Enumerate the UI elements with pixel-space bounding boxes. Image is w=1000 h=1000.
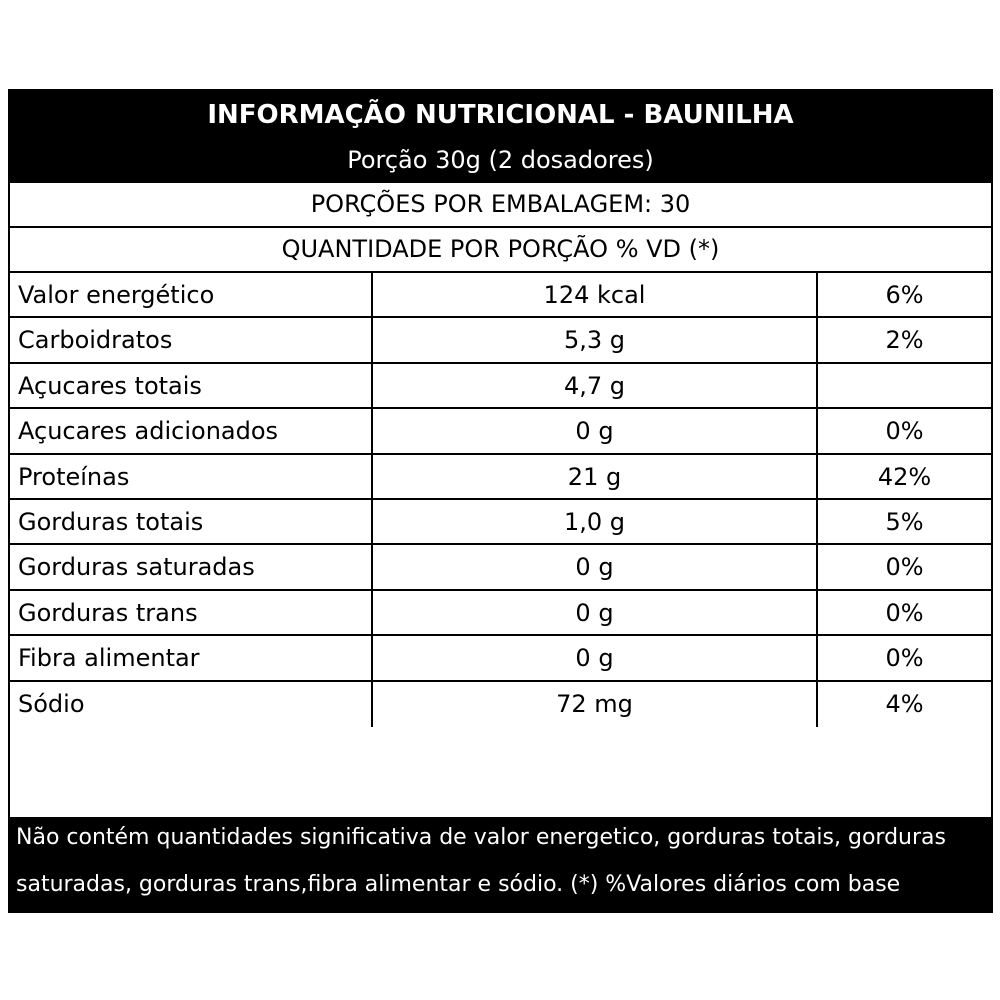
nutrient-name: Gorduras trans <box>10 591 373 634</box>
nutrient-daily-value: 4% <box>885 689 924 718</box>
table-row <box>10 591 991 636</box>
nutrient-name: Gorduras saturadas <box>10 545 373 588</box>
nutrient-daily-value: 0% <box>885 553 924 582</box>
table-row <box>10 318 991 363</box>
table-row <box>10 500 991 545</box>
table-row <box>10 364 991 409</box>
serving-size: Porção 30g (2 dosadores) <box>347 146 654 174</box>
nutrient-amount: 21 g <box>373 455 818 498</box>
nutrient-daily-value: 5% <box>885 508 924 536</box>
table-row <box>10 455 991 500</box>
nutrient-name: Gorduras totais <box>10 500 373 543</box>
footer-line-2: saturadas, gorduras trans,fibra alimentar e sódio. (*) %Valores diários com base <box>16 872 901 897</box>
table-row <box>10 636 991 681</box>
label-header <box>8 89 993 183</box>
nutrient-amount: 0 g <box>373 591 818 634</box>
nutrition-label <box>8 89 993 988</box>
nutrient-name: Açucares adicionados <box>10 409 373 452</box>
nutrient-name: Fibra alimentar <box>10 636 373 679</box>
nutrient-name: Valor energético <box>10 273 373 316</box>
nutrient-amount: 72 mg <box>373 682 818 727</box>
nutrient-daily-value: 0% <box>885 598 924 627</box>
table-row <box>10 273 991 318</box>
nutrient-amount: 0 g <box>373 545 818 588</box>
nutrient-amount: 124 kcal <box>373 273 818 316</box>
footer-line-1: Não contém quantidades significativa de valor energetico, gorduras totais, gorduras <box>16 825 946 850</box>
label-title: INFORMAÇÃO NUTRICIONAL - BAUNILHA <box>207 100 794 130</box>
footer-line-4: dependendo de suas necessidades energéticas. <box>16 962 569 988</box>
nutrient-daily-value: 42% <box>877 462 932 491</box>
nutrient-amount: 0 g <box>373 409 818 452</box>
nutrient-amount: 5,3 g <box>373 318 818 361</box>
nutrient-daily-value: 6% <box>885 281 924 309</box>
quantity-header: QUANTIDADE POR PORÇÃO % VD (*) <box>10 228 991 273</box>
table-row <box>10 682 991 727</box>
nutrient-daily-value: 2% <box>885 326 924 355</box>
footer-line-3: em uma dieta de 2.000 kcal ou 8400 kJ.Seus valores diários podem ser maiores ou menores <box>16 922 710 940</box>
nutrient-name: Carboidratos <box>10 318 373 361</box>
nutrient-amount: 1,0 g <box>373 500 818 543</box>
nutrient-name: Sódio <box>10 682 373 727</box>
nutrient-daily-value: 0% <box>885 417 924 446</box>
nutrient-name: Proteínas <box>10 455 373 498</box>
table-row <box>10 409 991 454</box>
nutrient-daily-value: 0% <box>885 644 924 673</box>
nutrient-amount: 0 g <box>373 636 818 679</box>
table-row <box>10 545 991 590</box>
nutrient-daily-value <box>818 364 991 407</box>
nutrient-amount: 4,7 g <box>373 364 818 407</box>
nutrient-name: Açucares totais <box>10 364 373 407</box>
servings-per-package: PORÇÕES POR EMBALAGEM: 30 <box>10 183 991 228</box>
nutrition-table <box>10 183 991 817</box>
